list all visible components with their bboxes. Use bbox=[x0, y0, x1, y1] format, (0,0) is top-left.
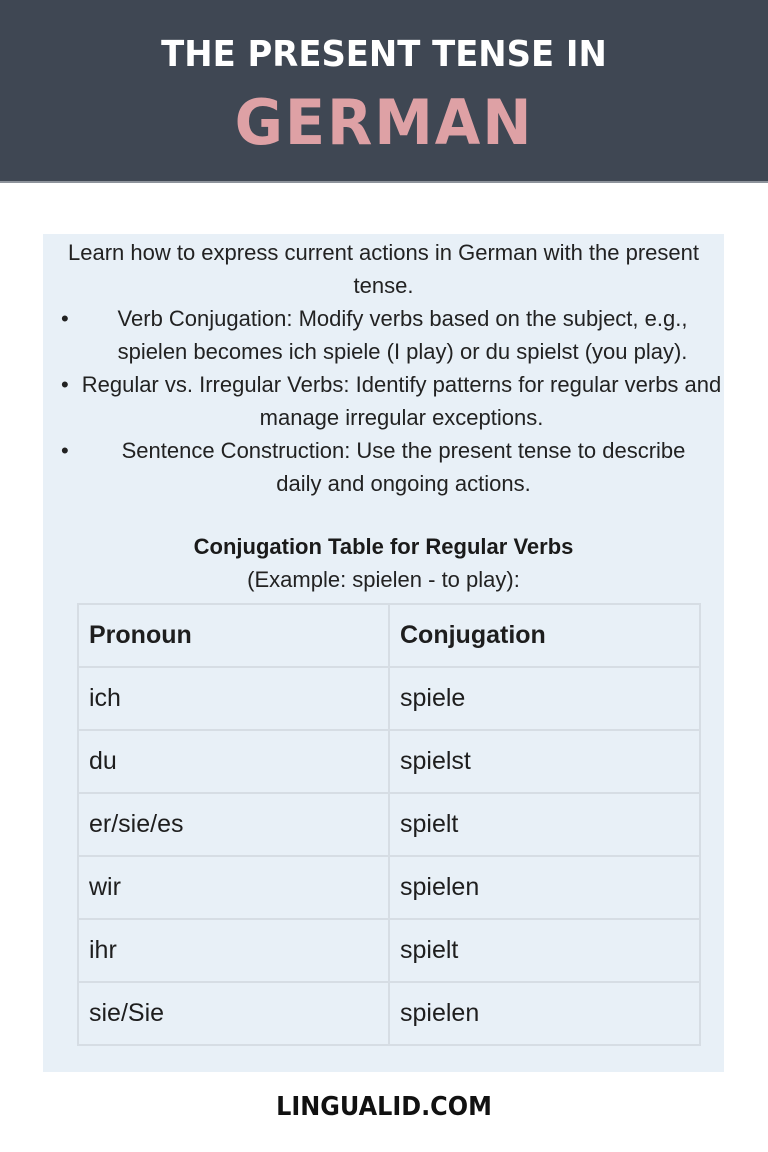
table-row bbox=[78, 793, 700, 856]
conjugation-cell: spielt bbox=[389, 793, 700, 856]
title-line-2: GERMAN bbox=[234, 86, 534, 159]
table-row bbox=[78, 856, 700, 919]
table-row bbox=[78, 667, 700, 730]
table-row bbox=[78, 982, 700, 1045]
bullet-icon: • bbox=[61, 306, 69, 331]
bullet-item bbox=[43, 368, 724, 434]
conjugation-cell: spielen bbox=[389, 982, 700, 1045]
conjugation-cell: spiele bbox=[389, 667, 700, 730]
bullet-list bbox=[43, 302, 724, 500]
pronoun-cell: du bbox=[78, 730, 389, 793]
intro-text: Learn how to express current actions in German with the present tense. bbox=[68, 240, 699, 298]
table-row bbox=[78, 730, 700, 793]
bullet-item bbox=[43, 434, 724, 500]
table-row bbox=[78, 919, 700, 982]
footer-site-name: LINGUALID.COM bbox=[276, 1092, 492, 1122]
conjugation-cell: spielt bbox=[389, 919, 700, 982]
pronoun-cell: wir bbox=[78, 856, 389, 919]
column-header-pronoun: Pronoun bbox=[78, 604, 389, 667]
pronoun-cell: ich bbox=[78, 667, 389, 730]
pronoun-cell: sie/Sie bbox=[78, 982, 389, 1045]
bullet-item bbox=[43, 302, 724, 368]
header-banner bbox=[0, 0, 768, 183]
table-header-row bbox=[78, 604, 700, 667]
bullet-text: Verb Conjugation: Modify verbs based on the subject, e.g., spielen becomes ich spiele (I play) or du spielst (you play). bbox=[117, 306, 688, 364]
bullet-text: Sentence Construction: Use the present tense to describe daily and ongoing actions. bbox=[121, 438, 686, 496]
title-line-1: THE PRESENT TENSE IN bbox=[161, 34, 607, 75]
conjugation-cell: spielen bbox=[389, 856, 700, 919]
pronoun-cell: er/sie/es bbox=[78, 793, 389, 856]
content-panel bbox=[43, 234, 724, 1072]
bullet-icon: • bbox=[61, 372, 69, 397]
conjugation-cell: spielst bbox=[389, 730, 700, 793]
bullet-icon: • bbox=[61, 438, 69, 463]
bullet-text: Regular vs. Irregular Verbs: Identify patterns for regular verbs and manage irregular exceptions. bbox=[81, 372, 722, 430]
pronoun-cell: ihr bbox=[78, 919, 389, 982]
table-title: Conjugation Table for Regular Verbs bbox=[193, 534, 574, 559]
table-subtitle: (Example: spielen - to play): bbox=[247, 567, 520, 592]
column-header-conjugation: Conjugation bbox=[389, 604, 700, 667]
conjugation-table bbox=[77, 603, 701, 1046]
